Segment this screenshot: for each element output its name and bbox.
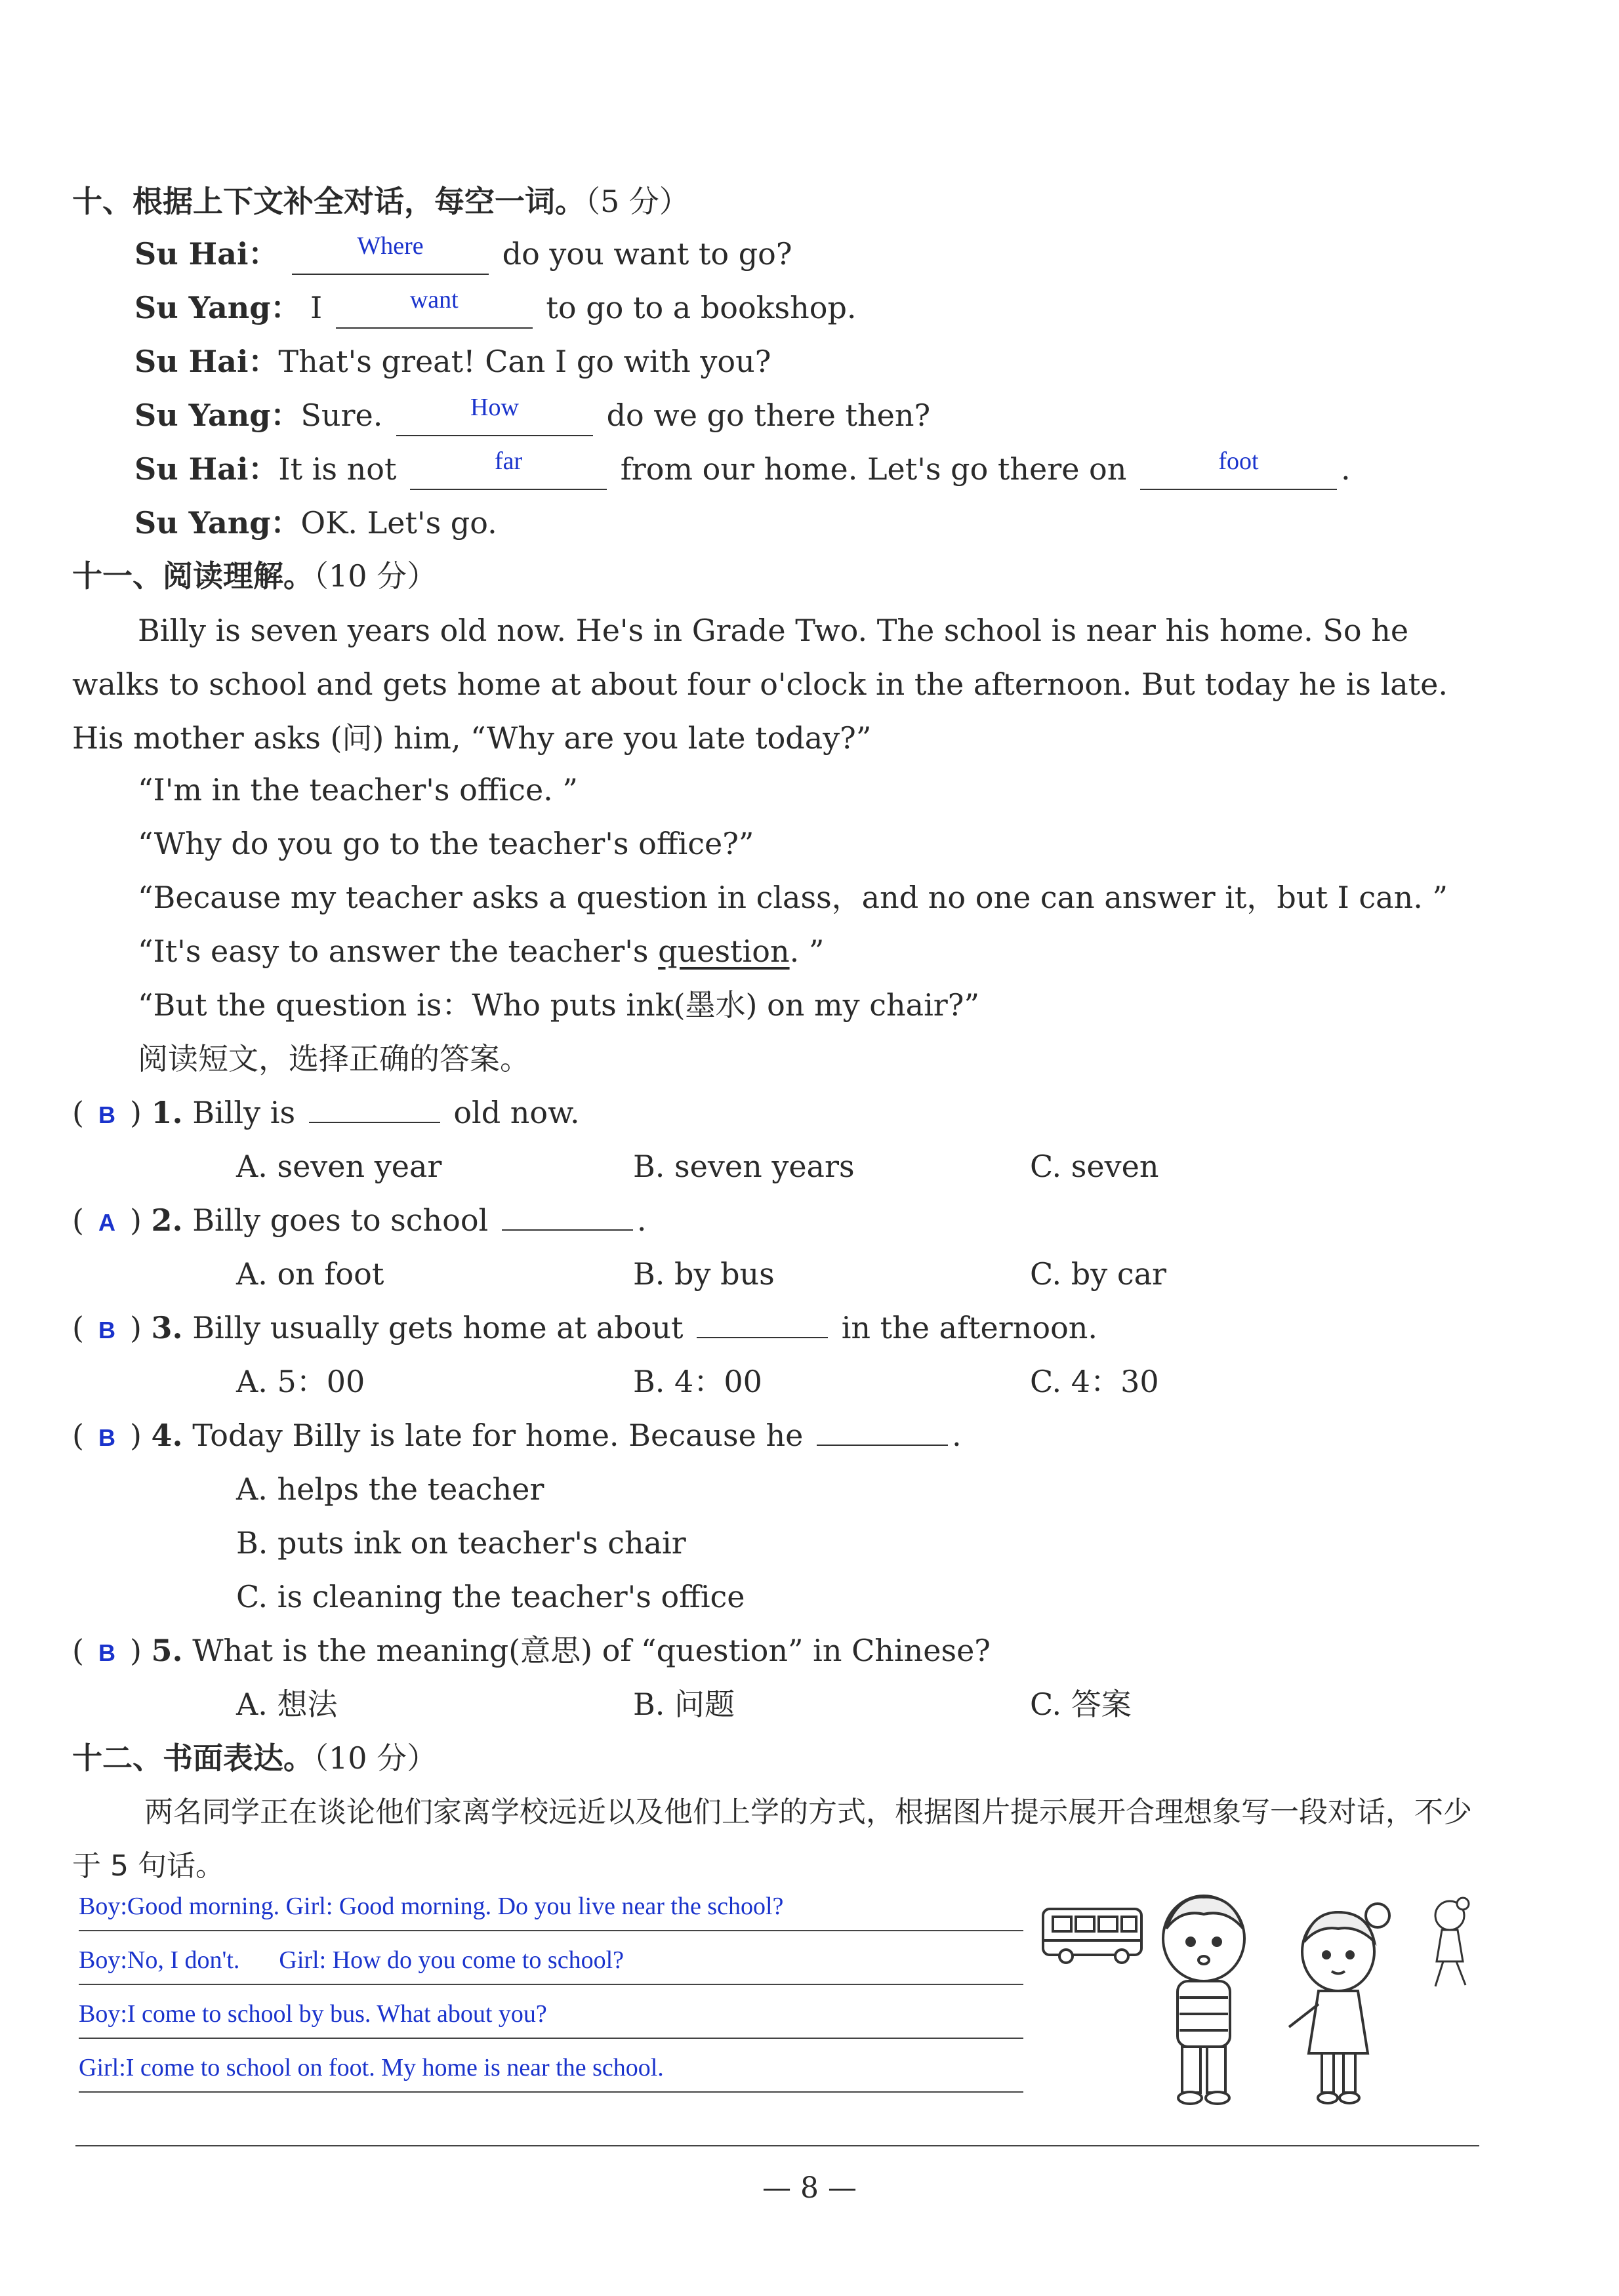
section-10-points: （5 分）: [585, 184, 689, 219]
filled-answer: foot: [1218, 447, 1259, 475]
line-text: It is not: [278, 451, 397, 487]
passage-dialogue-4: [138, 930, 824, 972]
line-text: do you want to go?: [502, 236, 792, 272]
option-a: A. seven year: [236, 1149, 442, 1184]
line-text: to go to a bookshop.: [546, 290, 857, 325]
question-number: 1.: [151, 1095, 183, 1130]
question-2: ( A ) 2. Billy goes to school .: [72, 1199, 646, 1244]
boy-figure: [1163, 1896, 1244, 2104]
reading-passage: Billy is seven years old now. He's in Grade Two. The school is near his home. So he walks to school and gets home at about four o'clock in the afternoon. But today he is late. His mother asks (问) him, “Why are you late today?”: [72, 613, 1448, 756]
writing-line-3[interactable]: [79, 1990, 1023, 2039]
written-text: Boy:I come to school by bus. What about you?: [79, 2000, 547, 2028]
written-text: Girl: How do you come to school?: [279, 1946, 624, 1974]
passage-dialogue-3: “Because my teacher asks a question in class，and no one can answer it，but I can. ”: [138, 880, 1448, 915]
written-text: Boy:No, I don't.: [79, 1946, 240, 1974]
question-text: in the afternoon.: [841, 1310, 1098, 1345]
filled-answer: want: [409, 286, 459, 314]
written-text: Boy:Good morning. Girl: Good morning. Do you live near the school?: [79, 1893, 784, 1920]
question-text: Today Billy is late for home. Because he: [192, 1418, 804, 1453]
speaker: Su Yang：: [134, 290, 301, 325]
question-blank: [697, 1311, 828, 1338]
answer-choice[interactable]: B: [98, 1317, 115, 1343]
page-number: — 8 —: [762, 2171, 857, 2205]
option-b: B. puts ink on teacher's chair: [236, 1525, 686, 1561]
line-text: I: [310, 290, 323, 325]
dialogue-line-4: [134, 394, 930, 436]
question-3: ( B ) 3. Billy usually gets home at about in the afternoon.: [72, 1307, 1097, 1351]
option-a: A. helps the teacher: [236, 1471, 544, 1507]
section-11-points: （10 分）: [314, 558, 438, 594]
underlined-word: question: [658, 933, 790, 969]
question-text: Billy goes to school: [192, 1202, 489, 1238]
question-4: ( B ) 4. Today Billy is late for home. Because he .: [72, 1414, 962, 1459]
answer-choice[interactable]: A: [98, 1209, 115, 1236]
section-10-title: 十、根据上下文补全对话，每空一词。: [72, 184, 585, 219]
line-text: from our home. Let's go there on: [620, 451, 1127, 487]
bus-icon: [1043, 1909, 1141, 1963]
passage-dialogue-5: “But the question is：Who puts ink(墨水) on my chair?”: [138, 987, 979, 1023]
answer-choice[interactable]: B: [98, 1424, 115, 1451]
filled-answer: far: [494, 447, 523, 475]
section-12-points: （10 分）: [314, 1740, 438, 1776]
writing-line-1[interactable]: [79, 1883, 1023, 1931]
dialogue-line-2: [134, 287, 857, 329]
reading-instruction: 阅读短文，选择正确的答案。: [138, 1041, 530, 1076]
line-text: .: [1341, 451, 1351, 487]
small-girl-figure: [1435, 1898, 1469, 1986]
girl-figure: [1289, 1904, 1389, 2103]
speaker: Su Hai：: [134, 451, 279, 487]
line-text: do we go there then?: [606, 398, 931, 433]
question-text: What is the meaning(意思) of “question” in Chinese?: [192, 1633, 991, 1668]
answer-blank[interactable]: [336, 286, 533, 329]
question-1: ( B ) 1. Billy is old now.: [72, 1092, 580, 1136]
line-text: . ”: [789, 933, 825, 969]
writing-prompt: 两名同学正在谈论他们家离学校远近以及他们上学的方式，根据图片提示展开合理想象写一段对话，不少于 5 句话。: [72, 1795, 1472, 1883]
writing-line-2[interactable]: [79, 1937, 1023, 1985]
line-text: OK. Let's go.: [300, 505, 497, 541]
section-11-heading: [72, 555, 437, 597]
option-b: B. by bus: [633, 1256, 775, 1292]
section-11-title: 十一、阅读理解。: [72, 558, 314, 594]
question-text: .: [951, 1418, 962, 1453]
option-c: C. seven: [1030, 1149, 1159, 1184]
line-text: That's great! Can I go with you?: [278, 344, 771, 379]
dialogue-line-5: [134, 448, 1351, 490]
option-b: B. seven years: [633, 1149, 855, 1184]
answer-blank[interactable]: [1140, 447, 1337, 490]
passage-dialogue-1: “I'm in the teacher's office. ”: [138, 772, 578, 808]
option-a: A. 想法: [236, 1687, 338, 1722]
section-10-heading: [72, 180, 689, 222]
writing-line-4[interactable]: [79, 2044, 1023, 2093]
footer-rule: [75, 2145, 1479, 2146]
question-number: 5.: [151, 1633, 183, 1668]
question-text: .: [636, 1202, 647, 1238]
written-text: Girl:I come to school on foot. My home is near the school.: [79, 2054, 664, 2081]
speaker: Su Yang：: [134, 398, 301, 433]
dialogue-line-6: [134, 502, 497, 544]
answer-blank[interactable]: [410, 447, 607, 490]
filled-answer: How: [470, 394, 519, 421]
section-12-heading: [72, 1737, 437, 1779]
option-c: C. 4：30: [1030, 1364, 1159, 1399]
speaker: Su Hai：: [134, 236, 279, 272]
question-number: 4.: [151, 1418, 183, 1453]
option-b: B. 问题: [633, 1687, 735, 1722]
dialogue-line-3: [134, 340, 771, 382]
question-number: 2.: [151, 1202, 183, 1238]
speaker: Su Yang：: [134, 505, 301, 541]
question-blank: [309, 1096, 440, 1123]
line-text: Sure.: [300, 398, 383, 433]
line-text: “It's easy to answer the teacher's: [138, 933, 649, 969]
question-blank: [817, 1418, 948, 1446]
question-5: ( B ) 5. What is the meaning(意思) of “question” in Chinese?: [72, 1630, 991, 1674]
question-number: 3.: [151, 1310, 183, 1345]
option-a: A. on foot: [236, 1256, 384, 1292]
answer-blank[interactable]: [396, 394, 593, 436]
question-text: Billy usually gets home at about: [192, 1310, 684, 1345]
option-c: C. is cleaning the teacher's office: [236, 1579, 745, 1614]
question-blank: [502, 1203, 633, 1231]
speaker: Su Hai：: [134, 344, 279, 379]
option-b: B. 4：00: [633, 1364, 762, 1399]
section-12-title: 十二、书面表达。: [72, 1740, 314, 1776]
filled-answer: Where: [357, 232, 424, 260]
illustration: [1030, 1889, 1489, 2112]
dialogue-line-1: [134, 233, 792, 275]
option-a: A. 5：00: [236, 1364, 365, 1399]
question-text: old now.: [453, 1095, 580, 1130]
answer-blank[interactable]: [292, 232, 489, 275]
passage-dialogue-2: “Why do you go to the teacher's office?”: [138, 826, 754, 861]
question-text: Billy is: [192, 1095, 296, 1130]
answer-choice[interactable]: B: [98, 1639, 115, 1666]
option-c: C. 答案: [1030, 1687, 1132, 1722]
answer-choice[interactable]: B: [98, 1101, 115, 1128]
option-c: C. by car: [1030, 1256, 1167, 1292]
